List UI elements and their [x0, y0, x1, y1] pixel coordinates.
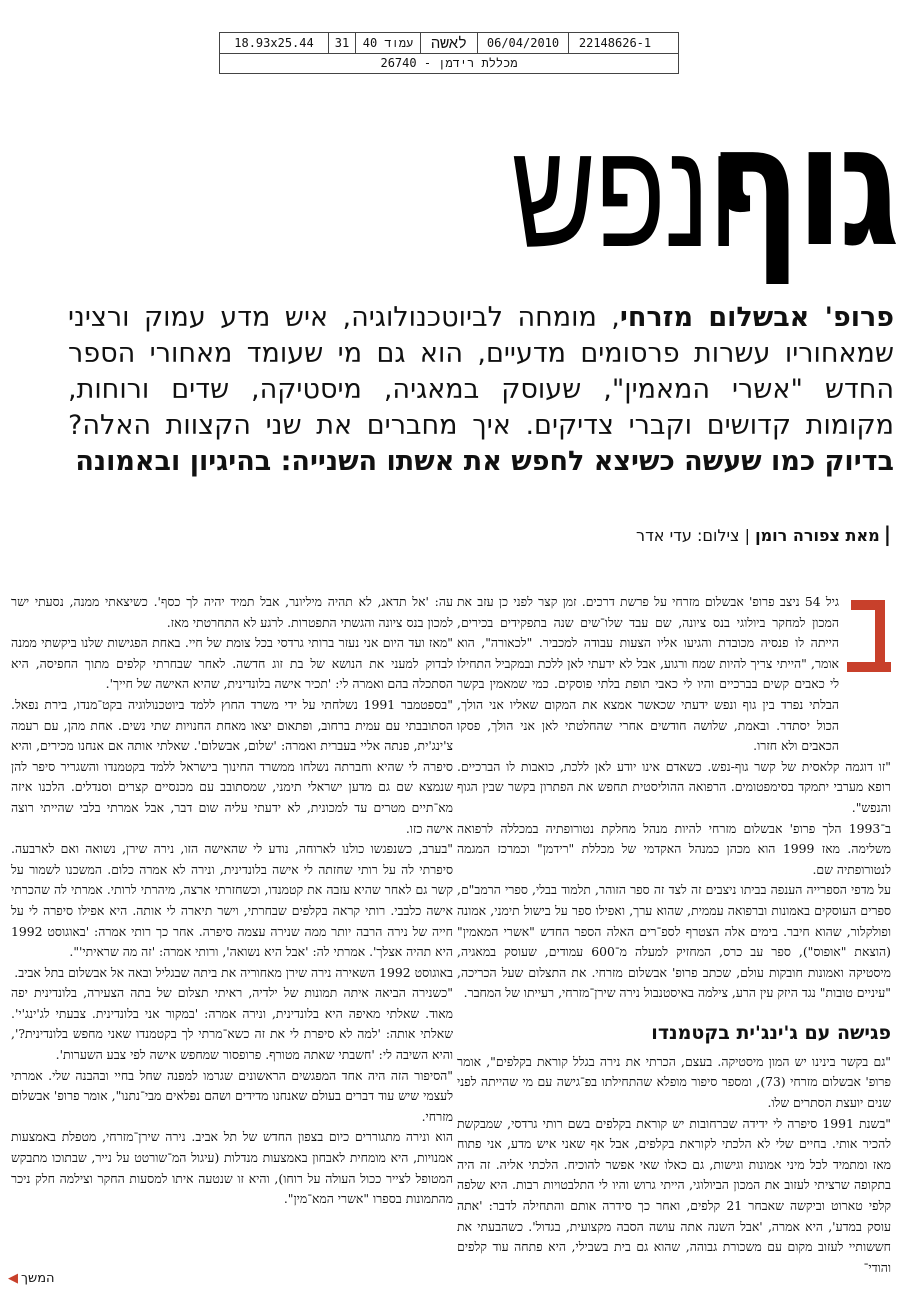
paragraph: על מדפי הספרייה הענפה בביתו ניצבים זה לצד זה ספר הזוהר, תלמוד בבלי, ספרי הרמב"ם, ספרים העוסקים באמונות וברפואה עממית, שהוא ערך, ואפילו ספר על בישול תימני, אמונה ופולקלור, שהוא חיבר. בימים אלה הצטרף לספ־רים האלה הספר החדש "אשרי המאמין" (הוצאת "אופוס"), ספר עב כרס, המחזיק למעלה מ־600 עמודים, שעוסק במאגיה, מיסטיקה ואמונות חובקות עולם, שכתב פרופ' אבשלום מזרחי. את התצלום שעל הכריכה, "עיניים טובות" נגד היזק עין הרע, צילמה באיסטנבול נירה שירן־מזרחי, רעייתו של המחבר.	[457, 882, 892, 1001]
byline-bar: |	[883, 522, 891, 546]
paragraph: הוא ונירה מתגוררים כיום בצפון החדש של תל אביב. נירה שירן־מזרחי, מטפלת באמצעות אמנויות, היא מומחית לאבחון באמצעות מנדלות (עיגול המ־שורטט על נייר, שבתוכו מתבקש המטופל לצייר ככול העולה על רוחו), והיא זו שנטעה איתו למסעות החקר וצילמה חלק ניכר מהתמונות בספרו "אשרי המא־מין".	[11, 1129, 453, 1207]
paragraph: ב־1993 הלך פרופ' אבשלום מזרחי להיות מנהל מחלקת נטורופתיה במכללה לרפואה משלימה. מאז 1999 הוא מכהן כמנהל האקדמי של מכללת "רידמן" וכמרכז המגמה לנטורופתיה שם.	[457, 820, 892, 877]
stamp-size: 18.93x25.44	[220, 33, 329, 53]
stamp-id: 22148626-1	[578, 36, 652, 50]
byline-sep: |	[739, 526, 751, 545]
paragraph: "בערב, כשנפגשו כולנו לארוחה, נודע לי שהאישה הזו, נירה שירן, נשואה ואם לארבעה. סיפרתי לה על רותי שחזתה לי אישה בלונדינית, ונירה לא אמרה כלום. המשכנו לשמור על קשר גם לאחר שהיא עזבה את קטמנדו, וכשחזרתי ארצה, מיהרתי לרותי. אמרתי לה שהכרתי אישה כלבבי. רותי קראה בקלפים שבחרתי, וישר תיארה לי אותה. היא אפילו סיפרה לי על חייה של נירה הרבה יותר ממה שנירה עצמה סיפרה. אחר כך רותי אמרה: 'באוגוסט 1992 היא תהיה אצלך'. אמרתי לה: 'אבל היא נשואה', ורותי אמרה: 'זה מה שראיתי'".	[11, 841, 453, 960]
paragraph: "גם בקשר בינינו יש המון מיסטיקה. בעצם, הכרתי את נירה בגלל קוראת בקלפים", אומר פרופ' אבשלום מזרחי (73), ומספר סיפור מופלא שהתחילתו בפ־גישה עם מי שהייתה לפני שנים יועצת הסתרים שלו.	[457, 1053, 891, 1111]
continued-marker	[8, 1271, 55, 1286]
article-column-right	[457, 592, 891, 1278]
paragraph: עה: 'אל תדאג, לא תהיה מיליונר, אבל תמיד יהיה לך כסף'. כשיצאתי ממנה, נסעתי ישר למכון בנס ציונה והגשתי התפטרות. לרגע לא התחרטתי מאז.	[11, 594, 453, 630]
stamp-publication: לאשה	[421, 33, 478, 53]
lead-text: , מומחה לביוטכנולוגיה, איש מדע עמוק ורציני שמאחוריו עשרות פרסומים מדעיים, הוא גם מי שעומד מאחורי הספר החדש "אשרי המאמין", שעוסק במאגיה, מיסטיקה, שדים ורוחות, מקומות קדושים וקברי צדיקים. איך מחברים את שני הקצוות האלה?	[68, 302, 894, 441]
stamp-num: 31	[329, 33, 356, 53]
continued-label: המשך	[21, 1271, 55, 1286]
headline	[195, 88, 895, 284]
byline-author: מאת צפורה רומן	[755, 526, 880, 545]
paragraph: גיל 54 ניצב פרופ' אבשלום מזרחי על פרשת דרכים. זמן קצר לפני כן עזב את המכון למחקר ביולוגי בנס ציונה, שם עבד שלו־שים שנה בתפקידים בכירים, הייתה לו פנסיה מכובדת והגיעו אליו הצעות עבודה למכביר. "לכאורה", הוא אומר, "הייתי צריך להיות שמח ורגוע, אבל לא ידעתי לאן ללכת ובמקביל התחילו לי כאבים קשים בברכיים והיו לי כאבי תופת בלתי פוסקים. כמי שמאמין בקשר הבלתי נפרד בין גוף ונפש ידעתי שכאשר אמצא את המקום שאליו אני הולך, הכול יסתדר. ובאמת, שלושה חודשים אחרי שהחלטתי לאן אני הולך, פסקו הכאבים ולא חזרו.	[457, 594, 839, 754]
lead-paragraph	[68, 300, 894, 480]
paragraph: "זו דוגמה קלאסית של קשר גוף-נפש. כשאדם אינו יודע לאן ללכת, כואבות לו הברכיים. רופא מערבי יתמקד בסימפטומים. הרפואה ההוליסטית תחפש את הפתרון בקשר שבין הגוף והנפש".	[457, 758, 891, 815]
headline-bold: גוף	[707, 88, 895, 284]
paragraph: "כשנירה הביאה איתה תמונות של ילדיה, ראיתי תצלום של בתה הצעירה, בלונדינית יפה מאוד. שאלתי מאיפה היא בלונדינית, ונירה אמרה: 'במקור אני בלונדינית. צבעתי לג'ינג'י'. שאלתי אותה: 'למה לא סיפרת לי את זה כשא־מרתי לך בקטמנדו שאני מחפש בלונדינית?', והיא השיבה לי: 'חשבתי שאתה מטורף. פרופסור שמחפש אישה לפי צבע השערות'.	[11, 985, 453, 1063]
clipping-stamp	[219, 32, 679, 74]
byline	[636, 522, 891, 546]
lead-bold-end: בדיוק כמו שעשה כשיצא לחפש את אשתו השנייה: בהיגיון ובאמונה	[75, 446, 894, 477]
subheading: פגישה עם ג'ינג'ית בקטמנדו	[651, 1021, 891, 1044]
headline-light: ונפש	[510, 108, 737, 282]
stamp-row	[220, 33, 678, 54]
stamp-date: 06/04/2010	[478, 33, 569, 53]
paragraph: באוגוסט 1992 השאירה נירה שירן מאחוריה את ביתה שבגליל ובאה אל אבשלום בתל אביב.	[14, 964, 453, 980]
paragraph: "בספטמבר 1991 נשלחתי על ידי משרד החוץ ללמד ביוטכנולוגיה בקט־מנדו, בירת נפאל. הסתובבתי עם עמית ברחוב, ופתאום יצאו מאחת החנויות שתי נשים. אחת מהן, עם רעמה צ'ינג'ית, פנתה אליי בעברית ואמרה: 'שלום, אבשלום'. שאלתי אותה אם אנחנו מכירים, והיא סיפרה לי שהיא וחברתה נשלחו ממשרד החינוך בישראל ללמד בקטמנדו והשגריר סיפר להן שנמצא שם גם מדען ישראלי תימני, שמסתובב עם מכנסיים קצרים וסנדלים. הלכנו איזה מא־תיים מטרים עד למכונית, לא ידעתי עליה שום דבר, אבל אמרתי בלבי שהייתי רוצה אישה כזו.	[11, 696, 453, 836]
paragraph: "בשנת 1991 סיפרה לי ידידה שברחובות יש קוראת בקלפים בשם רותי גרדסי, שמבקשת להכיר אותי. בחיים שלי לא הלכתי לקוראת בקלפים, אבל אף שאני איש מדע, אני פתוח מאז ומתמיד לכל מיני אמונות וגישות, גם כאלו שאי אפשר להוכיח. הלכתי אליה. זה היה בתקופה שרציתי לעזוב את המכון הביולוגי, הייתי גרוש והיו לי התלבטויות רבות. היא שלפה קלפי טארוט וביקשה שאבחר 21 קלפים, ואחר כך סידרה אותם והתחילה לדבר: 'אתה עוסק במדע', היא אמרה, 'אבל השנה אתה עושה הסבה מקצועית, בגדול'. כשהבעתי את חששותיי לעזוב מקום עם משכורת גבוהה, שהוא גם בית בשבילי, היא פתחה עוד קלפים והודי־	[457, 1115, 892, 1275]
triangle-left-icon: ◀	[8, 1271, 18, 1286]
paragraph: "הסיפור הזה היה אחד המפגשים הראשונים שגרמו למפנה שחל בחיי ובהבנה שלי. אמרתי לעצמי שיש עוד דברים בעולם שאנחנו מדידים ושהם נפלאים מבי־נתנו", אומר פרופ' אבשלום מזרחי.	[11, 1067, 453, 1124]
byline-photo: צילום: עדי אדר	[636, 526, 740, 545]
paragraph: "מאז ועד היום אני נעזר ברותי גרדסי בכל צומת של חיי. באחת הפגישות שלנו ביקשתי ממנה לבדוק למעני את הנושא של בת זוג חדשה. לאחר שבחרתי קלפים מתוך החפיסה, היא הסתכלה בהם ואמרה לי: 'תכיר אישה בלונדינית, שהיא האישה של חייך'.	[11, 635, 453, 692]
stamp-page: עמוד 40	[356, 33, 421, 53]
stamp-client: מכללת רידמן - 26740	[380, 56, 518, 70]
article-column-left	[11, 592, 453, 1210]
lead-name: פרופ' אבשלום מזרחי	[619, 302, 894, 333]
